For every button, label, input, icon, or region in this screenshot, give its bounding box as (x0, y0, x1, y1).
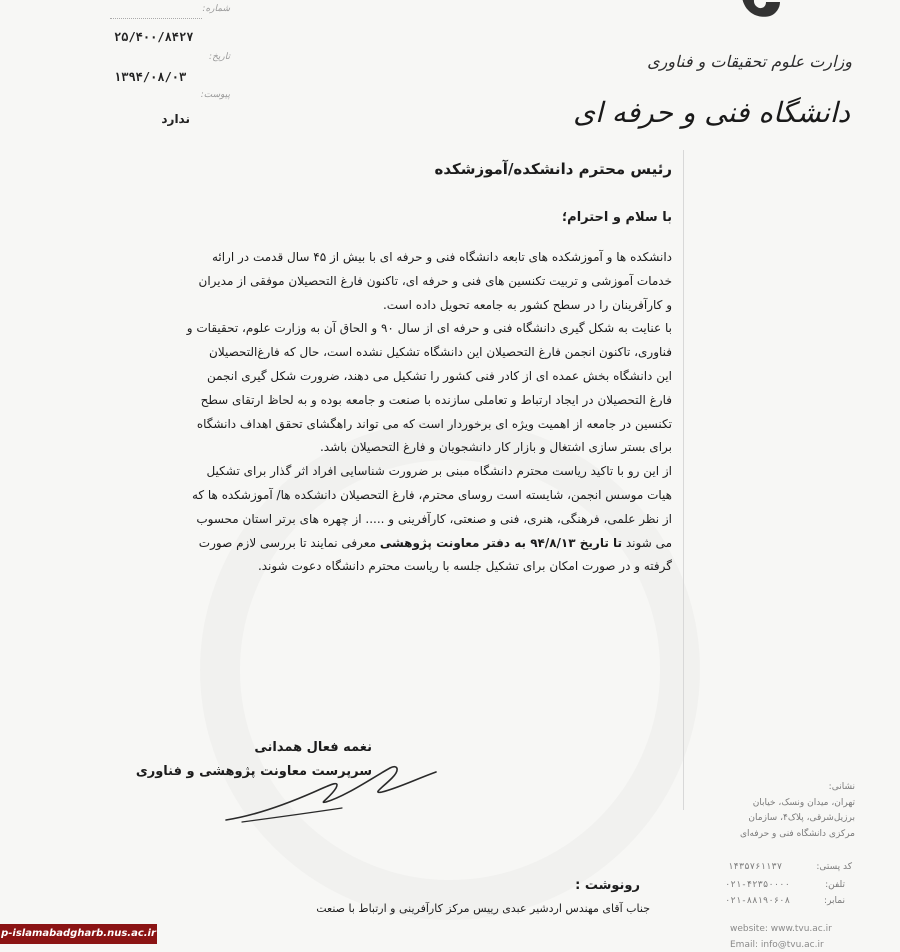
date-label: تاریخ: (209, 52, 230, 62)
deadline-prefix: می شوند (625, 535, 672, 550)
deadline-suffix: معرفی نمایند تا بررسی لازم صورت (198, 535, 376, 550)
body-line: گرفته و در صورت امکان برای تشکیل جلسه با ریاست محترم دانشگاه دعوت شوند. (257, 559, 672, 574)
signer-title: سرپرست معاونت پژوهشی و فناوری (135, 764, 372, 779)
body-line: از این رو با تاکید ریاست محترم دانشگاه مبنی بر ضرورت شناسایی افراد اثر گذار برای تشکیل (206, 464, 672, 479)
university-name: دانشگاه فنی و حرفه ای (573, 96, 850, 129)
body-line: از نظر علمی، فرهنگی، هنری، فنی و صنعتی، کارآفرینی و ..... از چهره های برتر استان محسوب (196, 511, 672, 526)
letter-recipient: رئیس محترم دانشکده/آموزشکده (434, 160, 672, 178)
handwritten-signature (222, 758, 442, 828)
attachment-label: پیوست: (200, 90, 230, 100)
university-logo-icon (736, 0, 782, 26)
body-line-deadline (198, 532, 672, 556)
body-line: این دانشگاه بخش عمده ای از کادر فنی کشور را تشکیل می دهند، ضرورت شکل گیری انجمن (206, 368, 672, 383)
contact-block (725, 880, 845, 912)
ministry-name: وزارت علوم تحقیقات و فناوری (647, 52, 852, 71)
fax-label: نمابر: (824, 896, 845, 906)
body-line: برای بستر سازی اشتغال و بازار کار دانشجویان و فارغ التحصیلان باشد. (319, 440, 672, 455)
address-line: مرکزی دانشگاه فنی و حرفه‌ای (739, 828, 855, 839)
number-value-row (110, 30, 230, 52)
number-label: شماره: (202, 4, 230, 14)
phone-label: تلفن: (825, 880, 845, 890)
attachment-value-row (110, 108, 230, 128)
date-value-row (110, 70, 230, 90)
phone-value: ۰۲۱-۴۲۳۵۰۰۰۰ (725, 880, 791, 890)
attachment-row (110, 90, 230, 108)
letter-meta (110, 4, 230, 128)
postal-code-label: کد پستی: (816, 862, 852, 872)
body-line: خدمات آموزشی و تربیت تکنسین های فنی و حرفه ای، تاکنون فارغ التحصیلان موفقی از مدیران (198, 273, 672, 288)
body-line: دانشکده ها و آموزشکده های تابعه دانشگاه فنی و حرفه ای با بیش از ۴۵ سال قدمت در ارائه (211, 250, 672, 264)
email-link[interactable]: Email: info@tvu.ac.ir (730, 940, 824, 950)
phone-row (725, 880, 845, 896)
letter-salutation: با سلام و احترام؛ (561, 210, 672, 225)
body-line: تکنسین در جامعه از اهمیت ویژه ای برخوردار است که می تواند راهگشای تحقق اهداف دانشگاه (196, 416, 672, 431)
postal-code-value: ۱۴۳۵۷۶۱۱۳۷ (728, 862, 783, 872)
fax-row (725, 896, 845, 912)
fax-value: ۰۲۱-۸۸۱۹۰۶۰۸ (725, 896, 791, 906)
cc-label: رونوشت : (575, 878, 640, 893)
website-link[interactable]: website: www.tvu.ac.ir (730, 924, 832, 934)
address-line: تهران، میدان ونسک، خیابان (752, 797, 855, 808)
body-line: و کارآفرینان را در سطح کشور به جامعه تحویل داده است. (382, 297, 672, 312)
letter-number: ۲۵/۴۰۰/۸۴۲۷ (114, 30, 194, 44)
body-line: با عنایت به شکل گیری دانشگاه فنی و حرفه ای از سال ۹۰ و الحاق آن به وزارت علوم، تحقیقات و (186, 321, 672, 336)
letter-date: ۱۳۹۴/۰۸/۰۳ (114, 70, 187, 84)
cc-recipient: جناب آقای مهندس اردشیر عبدی رییس مرکز کارآفرینی و ارتباط با صنعت (316, 902, 650, 915)
source-badge[interactable]: p-islamabadgharb.nus.ac.ir (0, 924, 157, 944)
signer-name: نغمه فعال همدانی (254, 740, 372, 755)
address-line: برزیل‌شرقی، پلاک۴، سازمان (748, 813, 855, 823)
body-line: فارغ التحصیلان در ایجاد ارتباط و تعاملی سازنده با صنعت و جامعه بوده و به لحاظ ارتقای سطح (200, 392, 672, 407)
attachment-value: ندارد (161, 112, 190, 126)
margin-rule (683, 150, 684, 810)
deadline-highlight: تا تاریخ ۹۴/۸/۱۳ به دفتر معاونت پژوهشی (379, 535, 623, 550)
date-row (110, 52, 230, 70)
body-line: هیات موسس انجمن، شایسته است روسای محترم، فارغ التحصیلان دانشکده ها/ آموزشکده ها که (191, 487, 672, 502)
letter-body (186, 246, 672, 579)
address-block (705, 780, 855, 842)
address-label: نشانی: (828, 782, 855, 792)
body-line: فناوری، تاکنون انجمن فارغ التحصیلان این دانشگاه تشکیل نشده است، حال که فارغ‌التحصیلان (209, 345, 672, 360)
